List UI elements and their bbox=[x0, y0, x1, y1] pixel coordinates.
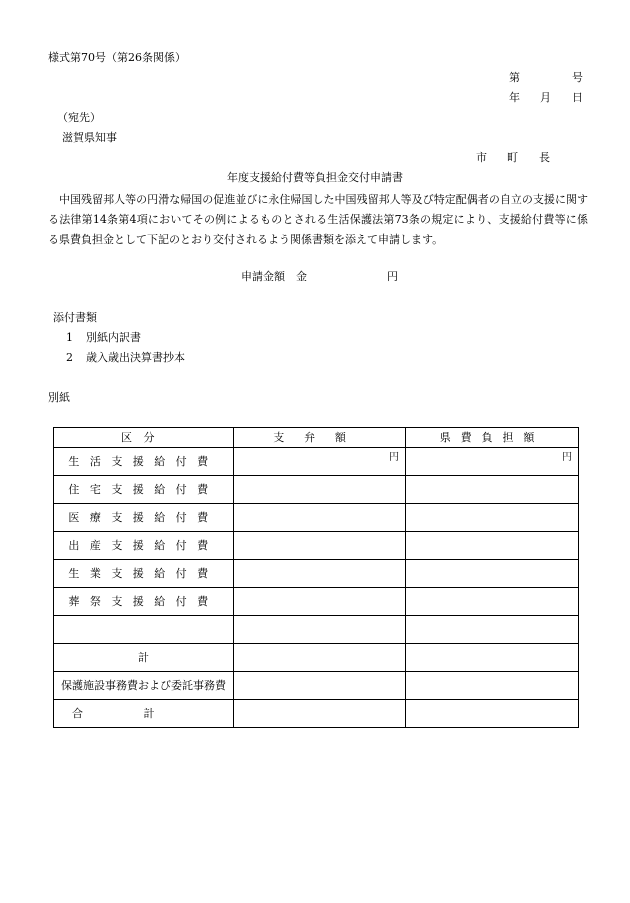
breakdown-table bbox=[53, 427, 579, 728]
date-year: 年 bbox=[509, 91, 520, 104]
table-row bbox=[54, 616, 579, 644]
attachments-label: 添付書類 bbox=[53, 311, 97, 324]
row-payment-amount bbox=[234, 672, 406, 700]
table-row bbox=[54, 532, 579, 560]
row-category-label: 計 bbox=[138, 651, 149, 664]
row-category-label: 生活支援給付費 bbox=[68, 455, 219, 468]
row-category bbox=[54, 504, 234, 532]
row-category bbox=[54, 588, 234, 616]
row-payment-amount bbox=[234, 448, 406, 476]
attachment-item bbox=[66, 352, 185, 363]
row-category bbox=[54, 644, 234, 672]
date-month: 月 bbox=[540, 91, 551, 104]
row-payment-amount bbox=[234, 504, 406, 532]
applicant-city: 市 bbox=[476, 151, 487, 164]
row-category-label: 保護施設事務費および委託事務費 bbox=[61, 679, 226, 692]
row-payment-amount bbox=[234, 616, 406, 644]
row-payment-amount bbox=[234, 532, 406, 560]
table-row bbox=[54, 476, 579, 504]
table-row bbox=[54, 560, 579, 588]
row-category-label: 住宅支援給付費 bbox=[68, 483, 219, 496]
amount-label: 申請金額 金 bbox=[241, 270, 307, 283]
row-payment-amount bbox=[234, 644, 406, 672]
row-prefecture-amount bbox=[406, 560, 579, 588]
applicant-town: 町 bbox=[507, 151, 518, 164]
row-prefecture-amount bbox=[406, 672, 579, 700]
attachment-text: 歳入歳出決算書抄本 bbox=[86, 351, 185, 364]
row-category bbox=[54, 476, 234, 504]
attachment-number: 2 bbox=[66, 351, 73, 364]
row-prefecture-amount bbox=[406, 532, 579, 560]
number-suffix: 号 bbox=[572, 71, 583, 84]
number-prefix: 第 bbox=[509, 71, 520, 84]
table-row bbox=[54, 700, 579, 728]
row-category bbox=[54, 672, 234, 700]
row-prefecture-amount bbox=[406, 504, 579, 532]
row-prefecture-amount bbox=[406, 700, 579, 728]
table-row bbox=[54, 588, 579, 616]
attachment-text: 別紙内訳書 bbox=[86, 331, 141, 344]
header-category: 区分 bbox=[54, 428, 234, 448]
attachment-number: 1 bbox=[66, 331, 73, 344]
applicant-title: 長 bbox=[539, 151, 550, 164]
row-category-label: 医療支援給付費 bbox=[68, 511, 219, 524]
table-header-row bbox=[54, 428, 579, 448]
date-day: 日 bbox=[572, 91, 583, 104]
row-category bbox=[54, 616, 234, 644]
addressee-label: （宛先） bbox=[57, 111, 101, 124]
unit-label: 円 bbox=[389, 452, 399, 463]
row-payment-amount bbox=[234, 700, 406, 728]
table-row bbox=[54, 644, 579, 672]
sheet-label: 別紙 bbox=[48, 391, 70, 404]
addressee: 滋賀県知事 bbox=[62, 131, 117, 144]
row-category-label: 生業支援給付費 bbox=[68, 567, 219, 580]
header-prefecture-share: 県費負担額 bbox=[406, 428, 579, 448]
row-payment-amount bbox=[234, 560, 406, 588]
table-row bbox=[54, 448, 579, 476]
row-category bbox=[54, 532, 234, 560]
attachment-item bbox=[66, 332, 141, 343]
document-date bbox=[509, 92, 583, 104]
body-text: 中国残留邦人等の円滑な帰国の促進並びに永住帰国した中国残留邦人等及び特定配偶者の自立の支援に関する法律第14条第4項においてその例によるものとされる生活保護法第73条の規定により、支援給付費等に係る県費負担金として下記のとおり交付されるよう関係書類を添えて申請します。 bbox=[48, 193, 588, 246]
row-prefecture-amount bbox=[406, 644, 579, 672]
row-prefecture-amount bbox=[406, 448, 579, 476]
row-category-label: 出産支援給付費 bbox=[68, 539, 219, 552]
header-payment: 支弁額 bbox=[234, 428, 406, 448]
row-category-label: 合計 bbox=[72, 707, 215, 720]
row-category bbox=[54, 448, 234, 476]
form-number: 様式第70号（第26条関係） bbox=[48, 51, 186, 64]
row-payment-amount bbox=[234, 588, 406, 616]
amount-unit: 円 bbox=[387, 270, 398, 283]
row-prefecture-amount bbox=[406, 588, 579, 616]
row-prefecture-amount bbox=[406, 476, 579, 504]
row-category bbox=[54, 700, 234, 728]
row-category bbox=[54, 560, 234, 588]
table-row bbox=[54, 672, 579, 700]
row-category-label: 葬祭支援給付費 bbox=[68, 595, 219, 608]
document-title: 年度支援給付費等負担金交付申請書 bbox=[227, 171, 403, 184]
amount-line bbox=[241, 271, 398, 282]
table-row bbox=[54, 504, 579, 532]
applicant bbox=[476, 152, 550, 164]
unit-label: 円 bbox=[562, 452, 572, 463]
row-prefecture-amount bbox=[406, 616, 579, 644]
row-payment-amount bbox=[234, 476, 406, 504]
